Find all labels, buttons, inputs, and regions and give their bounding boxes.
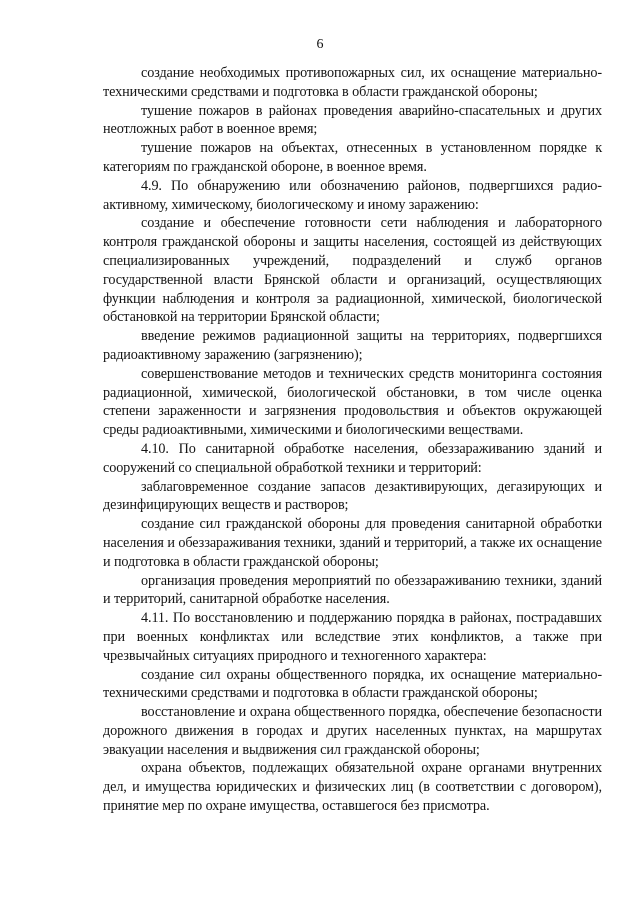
paragraph-13: создание сил охраны общественного порядка, их оснащение материально-техническими средствами и подготовка в области гражданской обороны; bbox=[103, 666, 602, 702]
paragraph-1: создание необходимых противопожарных сил, их оснащение материально-техническими средствами и подготовка в области гражданской обороны; bbox=[103, 65, 602, 100]
paragraph-5: создание и обеспечение готовности сети наблюдения и лабораторного контроля гражданской обороны и защиты населения, состоящей из действующих специализированных учреждений, подразделений и служб органов государственной власти Брянской области и организаций, осуществляющих функции наблюдения и контроля за радиационной, химической, биологической обстановкой на территории Брянской области; bbox=[103, 215, 602, 326]
section-4-11-heading: 4.11. По восстановлению и поддержанию порядка в районах, пострадавших при военных конфликтах или вследствие этих конфликтов, а также при чрезвычайных ситуациях природного и техногенного характера: bbox=[103, 610, 602, 664]
paragraph-15: охрана объектов, подлежащих обязательной охране органами внутренних дел, и имущества юридических и физических лиц (в соответствии с договором), принятие мер по охране имущества, оставшегося без присмотра. bbox=[103, 760, 602, 815]
section-4-10-heading: 4.10. По санитарной обработке населения, обеззараживанию зданий и сооружений со специальной обработкой техники и территорий: bbox=[103, 440, 602, 476]
paragraph-2: тушение пожаров в районах проведения аварийно-спасательных и других неотложных работ в военное время; bbox=[103, 102, 602, 138]
paragraph-14: восстановление и охрана общественного порядка, обеспечение безопасности дорожного движения в городах и других населенных пунктах, на маршрутах эвакуации населения и выдвижения сил гражданской обороны; bbox=[103, 704, 602, 758]
paragraph-11: организация проведения мероприятий по обеззараживанию техники, зданий и территорий, санитарной обработке населения. bbox=[103, 572, 602, 608]
paragraph-3: тушение пожаров на объектах, отнесенных в установленном порядке к категориям по гражданской обороне, в военное время. bbox=[103, 140, 602, 175]
page-number: 6 bbox=[316, 37, 324, 52]
paragraph-9: заблаговременное создание запасов дезактивирующих, дегазирующих и дезинфицирующих веществ и растворов; bbox=[103, 478, 602, 514]
paragraph-10: создание сил гражданской обороны для проведения санитарной обработки населения и обеззараживания техники, зданий и территорий, а также их оснащение и подготовка в области гражданской обороны; bbox=[103, 516, 602, 570]
paragraph-6: введение режимов радиационной защиты на территориях, подвергшихся радиоактивному заражению (загрязнению); bbox=[103, 328, 602, 363]
section-4-9-heading: 4.9. По обнаружению или обозначению районов, подвергшихся радиоактивному, химическому, биологическому и иному заражению: bbox=[103, 177, 602, 213]
document-body bbox=[103, 64, 602, 816]
paragraph-7: совершенствование методов и технических средств мониторинга состояния радиационной, химической, биологической обстановки, в том числе оценка степени зараженности и загрязнения продовольствия и объектов окружающей среды радиоактивными, химическими и биологическими веществами. bbox=[103, 365, 602, 439]
